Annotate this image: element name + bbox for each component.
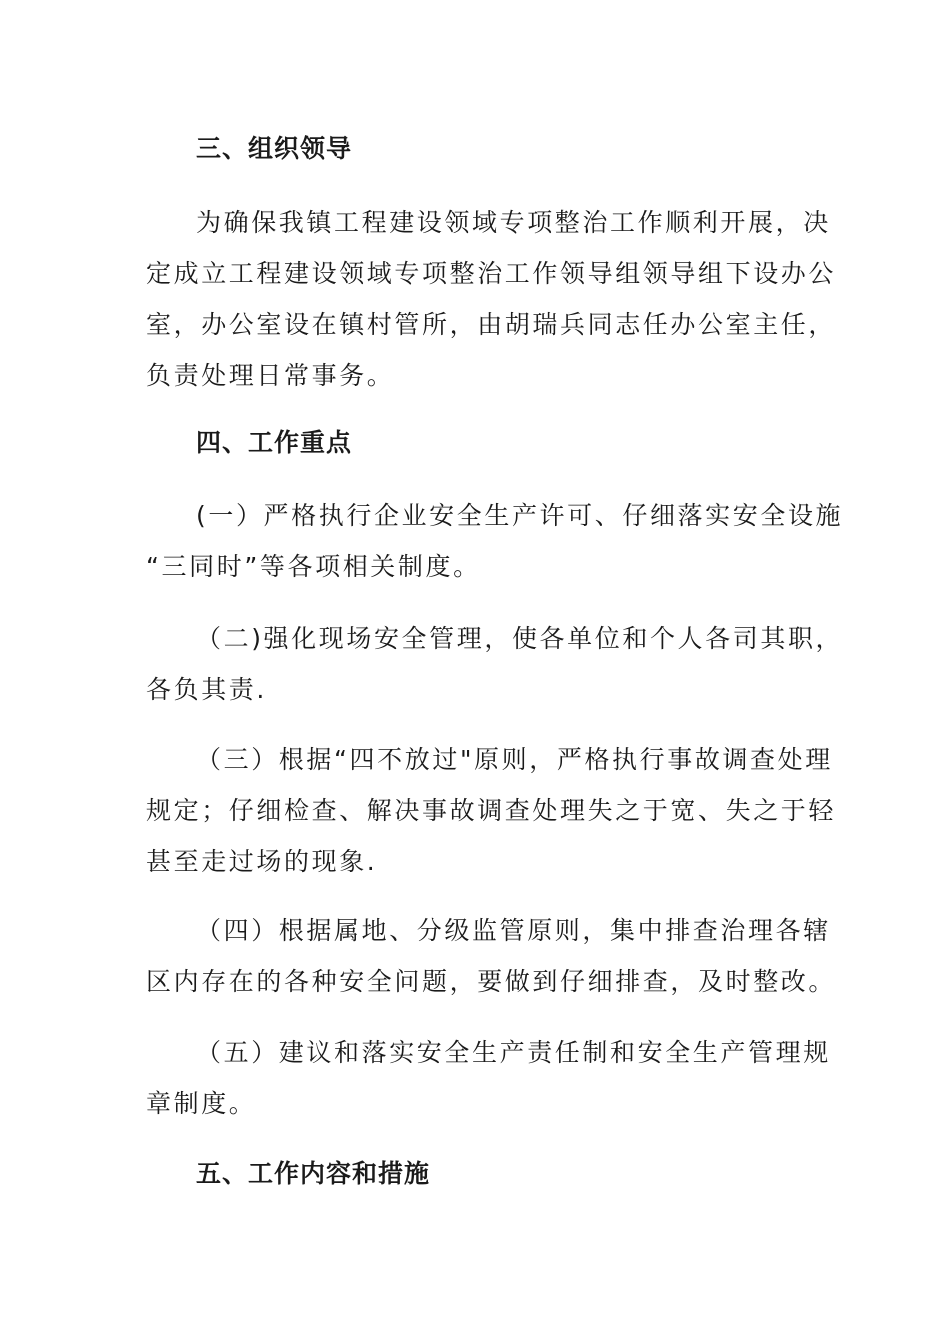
text-line: 为确保我镇工程建设领域专项整治工作顺利开展，决 [196,208,831,237]
text-line: (一）严格执行企业安全生产许可、仔细落实安全设施 [196,501,844,530]
text-line: 区内存在的各种安全问题，要做到仔细排查，及时整改。 [146,967,837,996]
text-line: 负责处理日常事务。 [146,361,395,390]
text-line: 定成立工程建设领域专项整治工作领导组领导组下设办公 [146,259,837,288]
list-item-focus-4 [146,905,837,1007]
text-line: 规定；仔细检查、解决事故调查处理失之于宽、失之于轻 [146,796,837,825]
text-line: （三）根据“四不放过"原则，严格执行事故调查处理 [196,745,833,774]
section-heading-organization: 三、组织领导 [196,134,353,163]
text-line: “三同时”等各项相关制度。 [146,552,481,581]
list-item-focus-5 [146,1027,831,1129]
list-item-focus-2 [146,613,844,715]
text-line: （五）建议和落实安全生产责任制和安全生产管理规 [196,1038,831,1067]
text-line: （二)强化现场安全管理，使各单位和个人各司其职， [196,624,844,653]
text-line: 室，办公室设在镇村管所，由胡瑞兵同志任办公室主任， [146,310,837,339]
list-item-focus-3 [146,734,837,887]
text-line: 章制度。 [146,1089,257,1118]
section-heading-work-focus: 四、工作重点 [196,428,353,457]
text-line: （四）根据属地、分级监管原则，集中排查治理各辖 [196,916,831,945]
text-line: 甚至走过场的现象. [146,847,378,876]
section-heading-content-measures: 五、工作内容和措施 [196,1159,431,1188]
list-item-focus-1 [146,490,844,592]
text-line: 各负其责. [146,675,267,704]
paragraph-organization [146,197,837,401]
